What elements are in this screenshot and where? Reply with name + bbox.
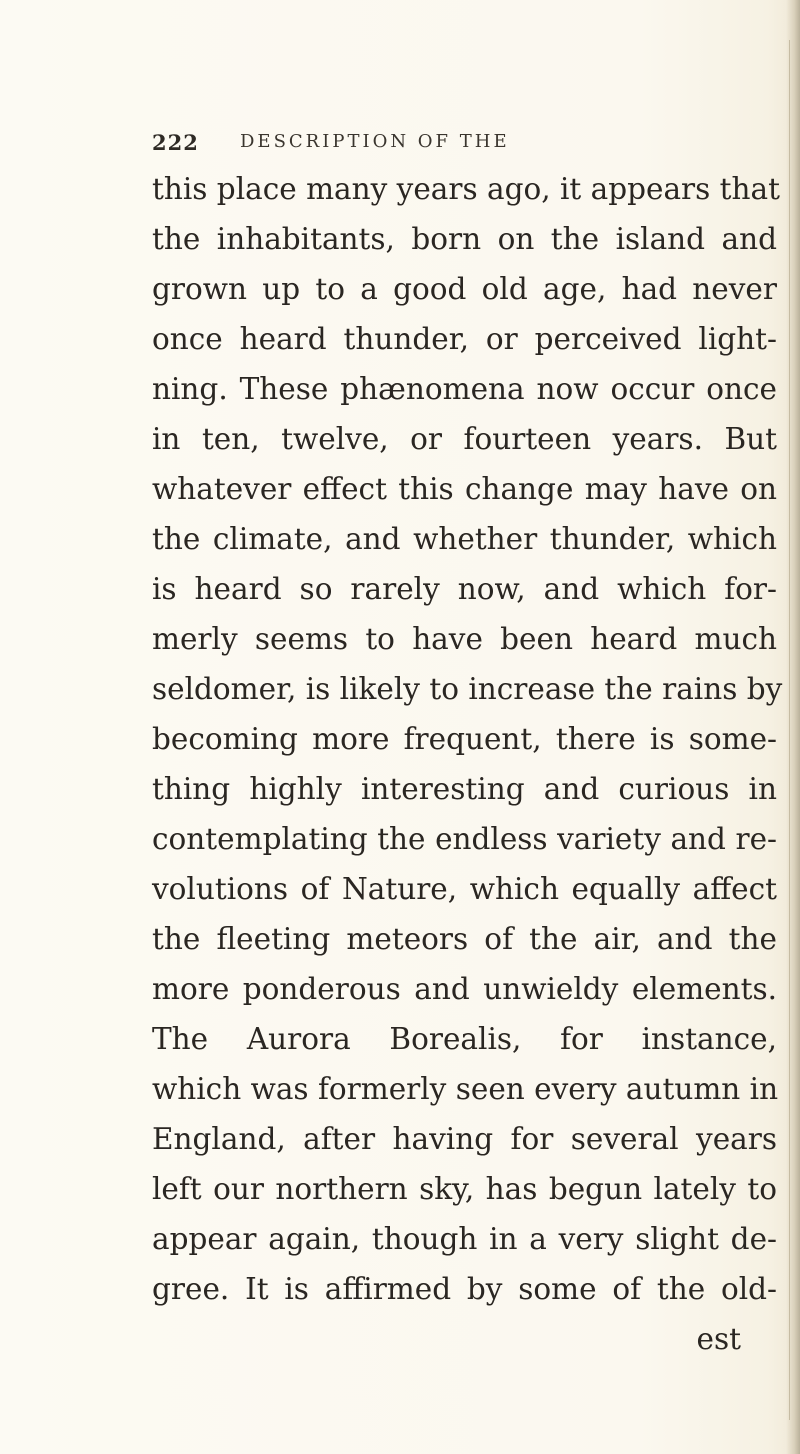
text-line: left our northern sky, has begun lately to — [152, 1172, 777, 1206]
page-number: 222 — [152, 130, 199, 155]
page-header — [152, 130, 752, 166]
text-line: the climate, and whether thunder, which — [152, 522, 777, 556]
text-line: ning. These phænomena now occur once — [152, 372, 777, 406]
text-line: becoming more frequent, there is some- — [152, 722, 777, 756]
text-line: in ten, twelve, or fourteen years. But — [152, 422, 777, 456]
text-line: which was formerly seen every autumn in — [152, 1072, 779, 1106]
body-text — [152, 164, 783, 1364]
text-line: more ponderous and unwieldy elements. — [152, 972, 777, 1006]
text-line: whatever effect this change may have on — [152, 472, 777, 506]
catchword: est — [696, 1322, 741, 1356]
text-line: the fleeting meteors of the air, and the — [152, 922, 777, 956]
text-line: England, after having for several years — [152, 1122, 777, 1156]
text-line: The Aurora Borealis, for instance, — [152, 1022, 777, 1056]
text-line: the inhabitants, born on the island and — [152, 222, 777, 256]
text-line: contemplating the endless variety and re- — [152, 822, 777, 856]
page-edge-line — [789, 40, 790, 1420]
text-line: volutions of Nature, which equally affect — [152, 872, 777, 906]
text-line: thing highly interesting and curious in — [152, 772, 777, 806]
running-head: DESCRIPTION OF THE — [240, 131, 510, 152]
text-line: merly seems to have been heard much — [152, 622, 777, 656]
text-line: is heard so rarely now, and which for- — [152, 572, 777, 606]
text-line: grown up to a good old age, had never — [152, 272, 777, 306]
text-line: seldomer, is likely to increase the rains by — [152, 672, 783, 706]
text-line: once heard thunder, or perceived light- — [152, 322, 777, 356]
text-line: appear again, though in a very slight de- — [152, 1222, 777, 1256]
text-line: gree. It is affirmed by some of the old- — [152, 1272, 777, 1306]
text-line: this place many years ago, it appears that — [152, 172, 780, 206]
